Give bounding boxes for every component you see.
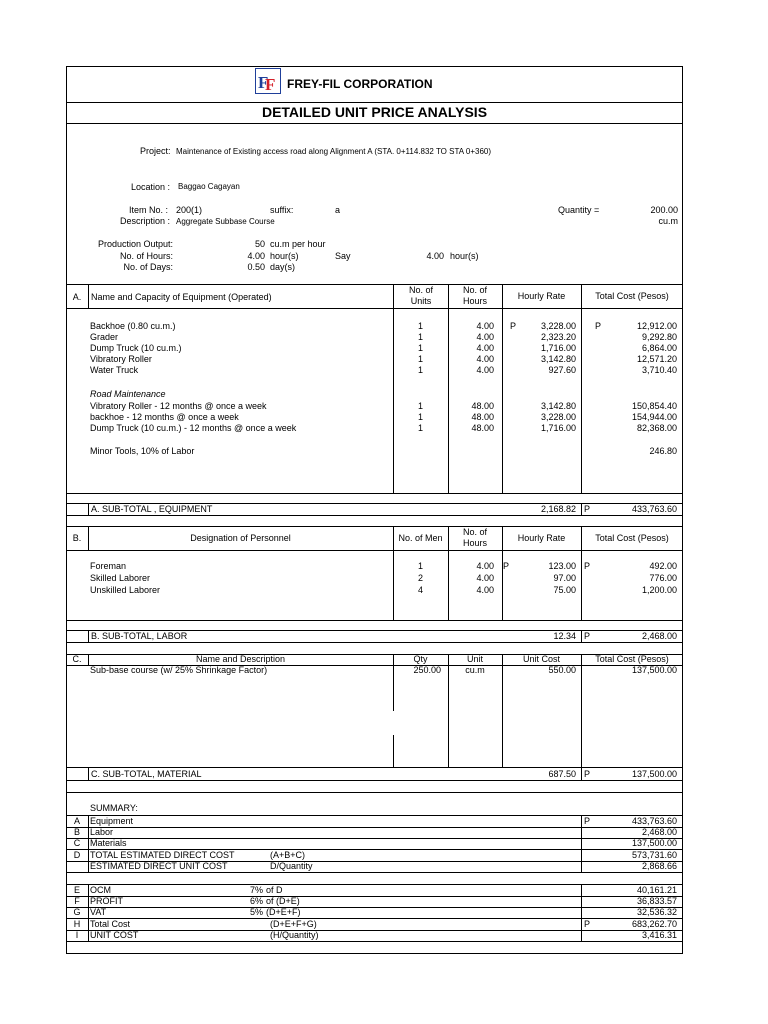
location-label: Location : — [131, 182, 171, 192]
company-logo-icon — [255, 68, 281, 94]
summary-value: 573,731.60 — [631, 850, 677, 860]
equipment-units: 1 — [417, 423, 423, 433]
labor-header-name: Designation of Personnel — [190, 533, 291, 543]
peso-sign: P — [584, 769, 591, 779]
equipment-name: Dump Truck (10 cu.m.) - 12 months @ once a week — [90, 423, 297, 433]
material-header-total: Total Cost (Pesos) — [595, 654, 669, 664]
section-a-letter: A. — [72, 292, 82, 302]
item-label: Item No. : — [129, 205, 169, 215]
project-label: Project: — [140, 146, 171, 156]
summary-name: OCM — [90, 885, 111, 895]
material-header-cost: Unit Cost — [522, 654, 560, 664]
summary-percent: 7% — [249, 885, 263, 895]
equipment-name: backhoe - 12 months @ once a week — [90, 412, 239, 422]
summary-letter: F — [74, 896, 80, 906]
minor-tools-value: 246.80 — [649, 446, 677, 456]
equipment-header-total: Total Cost (Pesos) — [595, 291, 669, 301]
equipment-hours: 48.00 — [471, 412, 494, 422]
production-label: Production Output: — [97, 239, 173, 249]
labor-name: Unskilled Laborer — [90, 585, 161, 595]
summary-value: 2,468.00 — [641, 827, 677, 837]
suffix-value: a — [335, 205, 341, 215]
summary-formula: (D+E+F+G) — [270, 919, 317, 929]
days-unit: day(s) — [270, 262, 296, 272]
summary-letter: H — [73, 919, 81, 929]
equipment-units: 1 — [417, 354, 423, 364]
equipment-name: Grader — [90, 332, 119, 342]
equipment-name: Dump Truck (10 cu.m.) — [90, 343, 182, 353]
say-unit: hour(s) — [450, 251, 479, 261]
material-header-qty: Qty — [413, 654, 428, 664]
quantity-value: 200.00 — [650, 205, 678, 215]
material-subtotal-total: 137,500.00 — [631, 769, 677, 779]
summary-value: 40,161.21 — [636, 885, 677, 895]
summary-value: 137,500.00 — [631, 838, 677, 848]
hours-unit: hour(s) — [270, 251, 299, 261]
material-total: 137,500.00 — [631, 665, 677, 675]
section-c-letter: C. — [72, 654, 82, 664]
summary-formula: (A+B+C) — [270, 850, 306, 860]
labor-hours: 4.00 — [476, 585, 494, 595]
peso-sign: P — [503, 561, 510, 571]
equipment-units: 1 — [417, 365, 423, 375]
labor-header-hours: No. of Hours — [462, 527, 487, 548]
equipment-hours: 4.00 — [476, 343, 494, 353]
equipment-rate: 3,142.80 — [540, 354, 576, 364]
summary-value: 32,536.32 — [636, 907, 677, 917]
peso-sign: P — [584, 816, 591, 826]
equipment-header-name: Name and Capacity of Equipment (Operated) — [91, 292, 272, 302]
labor-subtotal-total: 2,468.00 — [641, 631, 677, 641]
peso-sign: P — [584, 504, 591, 514]
equipment-rate: 3,228.00 — [540, 412, 576, 422]
equipment-total: 82,368.00 — [636, 423, 677, 433]
summary-value: 683,262.70 — [631, 919, 677, 929]
labor-men: 1 — [417, 561, 423, 571]
labor-rate: 97.00 — [553, 573, 576, 583]
summary-formula: (H/Quantity) — [270, 930, 319, 940]
labor-rate: 123.00 — [548, 561, 576, 571]
equipment-rate: 3,228.00 — [540, 321, 576, 331]
equipment-total: 9,292.80 — [641, 332, 677, 342]
summary-letter: I — [75, 930, 79, 940]
equipment-name: Water Truck — [90, 365, 139, 375]
summary-letter: D — [73, 850, 81, 860]
summary-name: VAT — [90, 907, 107, 917]
equipment-hours: 48.00 — [471, 401, 494, 411]
equipment-total: 154,944.00 — [631, 412, 677, 422]
equipment-hours: 4.00 — [476, 332, 494, 342]
summary-name: PROFIT — [90, 896, 123, 906]
summary-formula: D/Quantity — [270, 861, 313, 871]
equipment-header-units: No. of Units — [408, 285, 433, 306]
summary-name: UNIT COST — [90, 930, 139, 940]
equipment-units: 1 — [417, 321, 423, 331]
equipment-hours: 4.00 — [476, 365, 494, 375]
equipment-rate: 1,716.00 — [540, 423, 576, 433]
summary-value: 3,416.31 — [641, 930, 677, 940]
peso-sign: P — [584, 919, 591, 929]
equipment-subtotal-rate: 2,168.82 — [540, 504, 576, 514]
equipment-hours: 4.00 — [476, 354, 494, 364]
say-value: 4.00 — [426, 251, 444, 261]
page-title: DETAILED UNIT PRICE ANALYSIS — [261, 104, 488, 120]
material-header-unit: Unit — [466, 654, 483, 664]
material-unit: cu.m — [465, 665, 485, 675]
equipment-name: Backhoe (0.80 cu.m.) — [90, 321, 176, 331]
material-subtotal-rate: 687.50 — [548, 769, 576, 779]
material-header-name: Name and Description — [195, 654, 286, 664]
material-cost: 550.00 — [548, 665, 576, 675]
labor-header-rate: Hourly Rate — [517, 533, 566, 543]
summary-name: Total Cost — [90, 919, 131, 929]
summary-name: ESTIMATED DIRECT UNIT COST — [90, 861, 228, 871]
summary-value: 36,833.57 — [636, 896, 677, 906]
peso-sign: P — [584, 561, 591, 571]
equipment-header-rate: Hourly Rate — [517, 291, 566, 301]
labor-men: 2 — [417, 573, 423, 583]
days-label: No. of Days: — [123, 262, 173, 272]
description-label: Description : — [120, 216, 171, 226]
equipment-subtotal-label: A. SUB-TOTAL , EQUIPMENT — [91, 504, 213, 514]
summary-letter: A — [73, 816, 80, 826]
equipment-total: 12,912.00 — [636, 321, 677, 331]
production-value: 50 — [254, 239, 265, 249]
road-maintenance-label: Road Maintenance — [90, 389, 166, 399]
summary-letter: C — [73, 838, 81, 848]
peso-sign: P — [584, 631, 591, 641]
item-value: 200(1) — [176, 205, 203, 215]
equipment-units: 1 — [417, 401, 423, 411]
section-b-letter: B. — [72, 533, 82, 543]
summary-percent: 6% — [249, 896, 263, 906]
equipment-total: 150,854.40 — [631, 401, 677, 411]
location-value: Baggao Cagayan — [178, 182, 240, 191]
quantity-unit: cu.m — [658, 216, 678, 226]
labor-rate: 75.00 — [553, 585, 576, 595]
peso-sign: P — [595, 321, 602, 331]
hours-label: No. of Hours: — [119, 251, 173, 261]
labor-total: 492.00 — [649, 561, 677, 571]
equipment-hours: 4.00 — [476, 321, 494, 331]
equipment-units: 1 — [417, 332, 423, 342]
summary-formula: of (D+E) — [266, 896, 300, 906]
labor-name: Foreman — [90, 561, 127, 571]
equipment-total: 3,710.40 — [641, 365, 677, 375]
summary-letter: E — [73, 885, 80, 895]
equipment-name: Vibratory Roller — [90, 354, 152, 364]
material-qty: 250.00 — [413, 665, 441, 675]
summary-name: Labor — [90, 827, 114, 837]
summary-name: TOTAL ESTIMATED DIRECT COST — [90, 850, 235, 860]
quantity-label: Quantity = — [558, 205, 600, 215]
suffix-label: suffix: — [270, 205, 294, 215]
equipment-total: 12,571.20 — [636, 354, 677, 364]
labor-subtotal-label: B. SUB-TOTAL, LABOR — [91, 631, 188, 641]
labor-header-men: No. of Men — [398, 533, 443, 543]
summary-formula: of D — [266, 885, 283, 895]
hours-value: 4.00 — [247, 251, 265, 261]
summary-name: Equipment — [90, 816, 134, 826]
minor-tools-label: Minor Tools, 10% of Labor — [90, 446, 195, 456]
labor-total: 1,200.00 — [641, 585, 677, 595]
equipment-hours: 48.00 — [471, 423, 494, 433]
labor-header-total: Total Cost (Pesos) — [595, 533, 669, 543]
company-name: FREY-FIL CORPORATION — [287, 77, 433, 91]
production-unit: cu.m per hour — [270, 239, 326, 249]
labor-men: 4 — [417, 585, 423, 595]
equipment-units: 1 — [417, 412, 423, 422]
equipment-name: Vibratory Roller - 12 months @ once a week — [90, 401, 267, 411]
summary-formula: (D+E+F) — [266, 907, 301, 917]
summary-value: 2,868.66 — [641, 861, 677, 871]
summary-name: Materials — [90, 838, 127, 848]
equipment-rate: 927.60 — [548, 365, 576, 375]
equipment-rate: 3,142.80 — [540, 401, 576, 411]
summary-value: 433,763.60 — [631, 816, 677, 826]
description-value: Aggregate Subbase Course — [176, 217, 275, 226]
summary-letter: B — [73, 827, 80, 837]
labor-name: Skilled Laborer — [90, 573, 151, 583]
equipment-rate: 2,323.20 — [540, 332, 576, 342]
labor-total: 776.00 — [649, 573, 677, 583]
project-value: Maintenance of Existing access road along Alignment A (STA. 0+114.832 TO STA 0+360) — [176, 147, 492, 156]
summary-percent: 5% — [249, 907, 263, 917]
peso-sign: P — [510, 321, 517, 331]
summary-label: SUMMARY: — [90, 803, 138, 813]
summary-letter: G — [73, 907, 81, 917]
equipment-units: 1 — [417, 343, 423, 353]
material-subtotal-label: C. SUB-TOTAL, MATERIAL — [91, 769, 202, 779]
say-label: Say — [335, 251, 351, 261]
svg-text:F: F — [265, 75, 276, 94]
days-value: 0.50 — [247, 262, 265, 272]
labor-hours: 4.00 — [476, 573, 494, 583]
labor-hours: 4.00 — [476, 561, 494, 571]
material-name: Sub-base course (w/ 25% Shrinkage Factor) — [90, 665, 268, 675]
equipment-subtotal-total: 433,763.60 — [631, 504, 677, 514]
equipment-rate: 1,716.00 — [540, 343, 576, 353]
labor-subtotal-rate: 12.34 — [553, 631, 576, 641]
equipment-total: 6,864.00 — [641, 343, 677, 353]
equipment-header-hours: No. of Hours — [462, 285, 487, 306]
svg-text:F: F — [258, 73, 269, 92]
